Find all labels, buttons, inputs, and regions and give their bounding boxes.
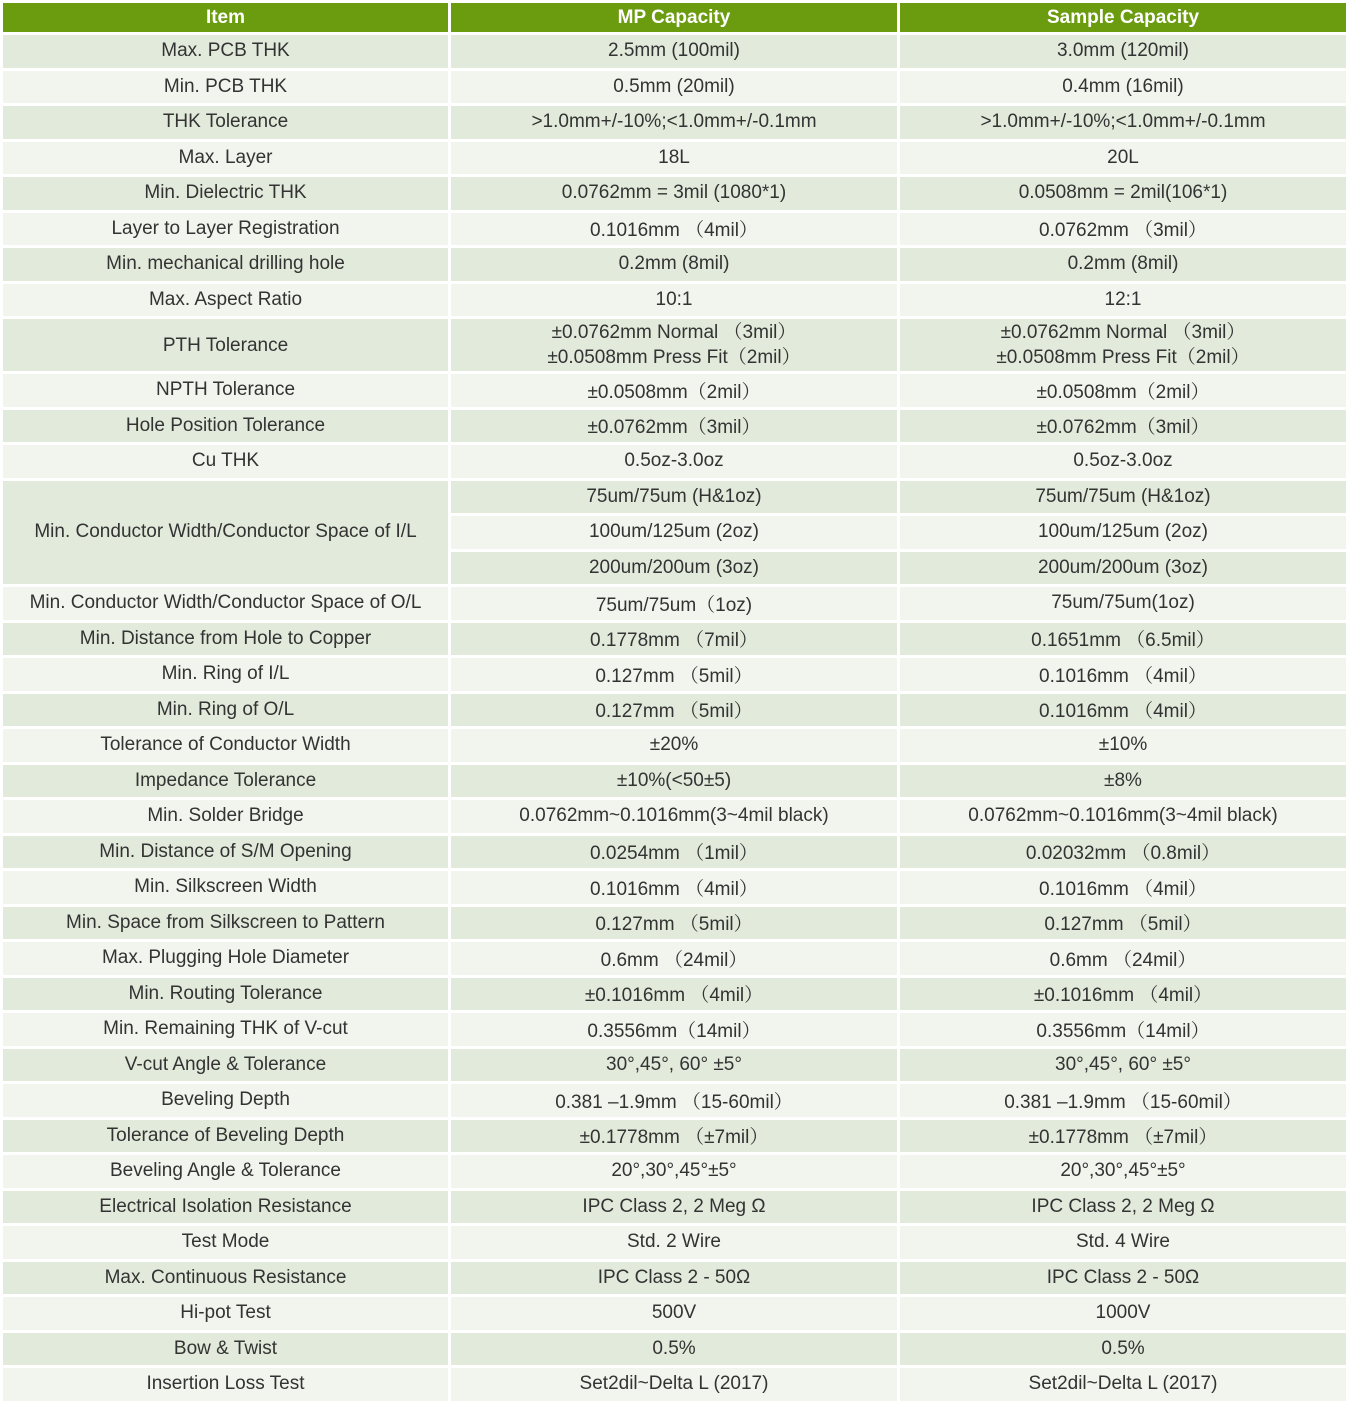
table-row [3, 71, 1346, 104]
mp-cell: 18L [451, 142, 897, 175]
table-row [3, 1262, 1346, 1295]
table-row [3, 1368, 1346, 1401]
item-cell: V-cut Angle & Tolerance [3, 1049, 448, 1082]
sample-cell: ±0.1016mm （4mil） [900, 978, 1346, 1011]
mp-cell: 0.0762mm~0.1016mm(3~4mil black) [451, 800, 897, 833]
sample-cell: 0.1016mm （4mil） [900, 871, 1346, 904]
header-mp-capacity: MP Capacity [451, 3, 897, 32]
mp-cell: 0.3556mm（14mil） [451, 1013, 897, 1046]
table-row [3, 658, 1346, 691]
table-row [3, 1049, 1346, 1082]
item-cell: Min. Silkscreen Width [3, 871, 448, 904]
item-cell: Max. Plugging Hole Diameter [3, 942, 448, 975]
item-cell: Min. Remaining THK of V-cut [3, 1013, 448, 1046]
item-cell: Min. Ring of O/L [3, 694, 448, 727]
mp-cell: 0.5% [451, 1333, 897, 1366]
sample-cell: 12:1 [900, 284, 1346, 317]
sample-cell: 0.127mm （5mil） [900, 907, 1346, 940]
mp-cell: 0.1016mm （4mil） [451, 213, 897, 246]
item-cell: Impedance Tolerance [3, 765, 448, 798]
mp-cell [451, 319, 897, 371]
mp-cell: 100um/125um (2oz) [451, 516, 897, 549]
table-row [3, 445, 1346, 478]
mp-cell: 75um/75um (H&1oz) [451, 481, 897, 514]
sample-cell: 0.1016mm （4mil） [900, 658, 1346, 691]
mp-cell: 30°,45°, 60° ±5° [451, 1049, 897, 1082]
table-row [3, 729, 1346, 762]
item-cell: Max. PCB THK [3, 35, 448, 68]
item-cell: Max. Aspect Ratio [3, 284, 448, 317]
table-row [3, 106, 1346, 139]
table-row [3, 1155, 1346, 1188]
table-row [3, 836, 1346, 869]
sample-cell: 0.1016mm （4mil） [900, 694, 1346, 727]
sample-cell: Std. 4 Wire [900, 1226, 1346, 1259]
item-cell: Min. Solder Bridge [3, 800, 448, 833]
item-cell: Tolerance of Conductor Width [3, 729, 448, 762]
mp-cell: 500V [451, 1297, 897, 1330]
sample-cell: ±0.0762mm（3mil） [900, 410, 1346, 443]
sample-cell: 0.381 –1.9mm （15-60mil） [900, 1084, 1346, 1117]
table-row [3, 1297, 1346, 1330]
item-cell: Min. Ring of I/L [3, 658, 448, 691]
sample-cell: 30°,45°, 60° ±5° [900, 1049, 1346, 1082]
table-row [3, 481, 1346, 514]
item-cell: THK Tolerance [3, 106, 448, 139]
sample-cell: 0.4mm (16mil) [900, 71, 1346, 104]
table-row [3, 374, 1346, 407]
table-row [3, 978, 1346, 1011]
sample-cell: ±0.1778mm （±7mil） [900, 1120, 1346, 1153]
item-cell: Min. Conductor Width/Conductor Space of I/L [3, 481, 448, 585]
item-cell: PTH Tolerance [3, 319, 448, 371]
sample-cell: 0.3556mm（14mil） [900, 1013, 1346, 1046]
item-cell: Hole Position Tolerance [3, 410, 448, 443]
sample-cell: 75um/75um (H&1oz) [900, 481, 1346, 514]
sample-cell: ±10% [900, 729, 1346, 762]
item-cell: Insertion Loss Test [3, 1368, 448, 1401]
mp-cell: 0.127mm （5mil） [451, 907, 897, 940]
table-row [3, 410, 1346, 443]
mp-cell: 2.5mm (100mil) [451, 35, 897, 68]
header-item: Item [3, 3, 448, 32]
header-sample-capacity: Sample Capacity [900, 3, 1346, 32]
table-row [3, 248, 1346, 281]
mp-line: ±0.0762mm Normal （3mil） [551, 322, 797, 343]
item-cell: Min. Space from Silkscreen to Pattern [3, 907, 448, 940]
sample-cell: 75um/75um(1oz) [900, 587, 1346, 620]
sample-cell: 100um/125um (2oz) [900, 516, 1346, 549]
item-cell: Min. Dielectric THK [3, 177, 448, 210]
sample-cell: 0.5oz-3.0oz [900, 445, 1346, 478]
sample-cell: ±0.0508mm（2mil） [900, 374, 1346, 407]
item-cell: Beveling Depth [3, 1084, 448, 1117]
sample-cell: 0.1651mm （6.5mil） [900, 623, 1346, 656]
sample-cell: 0.5% [900, 1333, 1346, 1366]
table-row [3, 1333, 1346, 1366]
mp-cell: Set2dil~Delta L (2017) [451, 1368, 897, 1401]
mp-cell: 20°,30°,45°±5° [451, 1155, 897, 1188]
sample-cell [900, 319, 1346, 371]
sample-cell: 0.0762mm~0.1016mm(3~4mil black) [900, 800, 1346, 833]
mp-cell: >1.0mm+/-10%;<1.0mm+/-0.1mm [451, 106, 897, 139]
table-row [3, 1191, 1346, 1224]
table-row [3, 765, 1346, 798]
header-row [3, 3, 1346, 32]
table-row [3, 177, 1346, 210]
table-row [3, 1120, 1346, 1153]
table-row [3, 942, 1346, 975]
table-row [3, 694, 1346, 727]
sample-cell: ±8% [900, 765, 1346, 798]
item-cell: Min. Conductor Width/Conductor Space of O/L [3, 587, 448, 620]
mp-cell: ±0.1016mm （4mil） [451, 978, 897, 1011]
sample-cell: Set2dil~Delta L (2017) [900, 1368, 1346, 1401]
mp-cell: 0.1778mm （7mil） [451, 623, 897, 656]
item-cell: Min. mechanical drilling hole [3, 248, 448, 281]
item-cell: Bow & Twist [3, 1333, 448, 1366]
sample-cell: IPC Class 2 - 50Ω [900, 1262, 1346, 1295]
mp-cell: IPC Class 2, 2 Meg Ω [451, 1191, 897, 1224]
table-row [3, 907, 1346, 940]
mp-cell: 0.381 –1.9mm （15-60mil） [451, 1084, 897, 1117]
table-row [3, 319, 1346, 371]
sample-cell: 3.0mm (120mil) [900, 35, 1346, 68]
item-cell: Hi-pot Test [3, 1297, 448, 1330]
sample-cell: 0.02032mm （0.8mil） [900, 836, 1346, 869]
sample-cell: >1.0mm+/-10%;<1.0mm+/-0.1mm [900, 106, 1346, 139]
sample-line: ±0.0762mm Normal （3mil） [1000, 322, 1246, 343]
item-cell: Layer to Layer Registration [3, 213, 448, 246]
mp-cell: 0.2mm (8mil) [451, 248, 897, 281]
table-row [3, 142, 1346, 175]
item-cell: Tolerance of Beveling Depth [3, 1120, 448, 1153]
mp-cell: Std. 2 Wire [451, 1226, 897, 1259]
table-row [3, 213, 1346, 246]
item-cell: Electrical Isolation Resistance [3, 1191, 448, 1224]
table-row [3, 871, 1346, 904]
sample-cell: 1000V [900, 1297, 1346, 1330]
mp-cell: 0.127mm （5mil） [451, 694, 897, 727]
item-cell: Min. PCB THK [3, 71, 448, 104]
sample-line: ±0.0508mm Press Fit（2mil） [996, 347, 1250, 368]
mp-cell: 0.0254mm （1mil） [451, 836, 897, 869]
item-cell: Min. Routing Tolerance [3, 978, 448, 1011]
mp-cell: ±10%(<50±5) [451, 765, 897, 798]
mp-cell: 10:1 [451, 284, 897, 317]
mp-cell: ±0.0762mm（3mil） [451, 410, 897, 443]
item-cell: Cu THK [3, 445, 448, 478]
mp-cell: 75um/75um（1oz) [451, 587, 897, 620]
table-row [3, 1226, 1346, 1259]
mp-cell: 0.0762mm = 3mil (1080*1) [451, 177, 897, 210]
item-cell: Min. Distance from Hole to Copper [3, 623, 448, 656]
mp-line: ±0.0508mm Press Fit（2mil） [547, 347, 801, 368]
mp-cell: 0.127mm （5mil） [451, 658, 897, 691]
mp-cell: 200um/200um (3oz) [451, 552, 897, 585]
item-cell: Beveling Angle & Tolerance [3, 1155, 448, 1188]
mp-cell: 0.6mm （24mil） [451, 942, 897, 975]
mp-cell: IPC Class 2 - 50Ω [451, 1262, 897, 1295]
mp-cell: 0.5oz-3.0oz [451, 445, 897, 478]
sample-cell: 20°,30°,45°±5° [900, 1155, 1346, 1188]
table-row [3, 35, 1346, 68]
item-cell: Test Mode [3, 1226, 448, 1259]
item-cell: Max. Layer [3, 142, 448, 175]
sample-cell: 0.2mm (8mil) [900, 248, 1346, 281]
table-row [3, 587, 1346, 620]
table-row [3, 800, 1346, 833]
sample-cell: 0.0508mm = 2mil(106*1) [900, 177, 1346, 210]
mp-cell: ±20% [451, 729, 897, 762]
sample-cell: 0.0762mm （3mil） [900, 213, 1346, 246]
table-row [3, 623, 1346, 656]
mp-cell: 0.5mm (20mil) [451, 71, 897, 104]
table-row [3, 284, 1346, 317]
table-row [3, 1013, 1346, 1046]
item-cell: NPTH Tolerance [3, 374, 448, 407]
sample-cell: IPC Class 2, 2 Meg Ω [900, 1191, 1346, 1224]
sample-cell: 20L [900, 142, 1346, 175]
item-cell: Min. Distance of S/M Opening [3, 836, 448, 869]
sample-cell: 200um/200um (3oz) [900, 552, 1346, 585]
mp-cell: ±0.1778mm （±7mil） [451, 1120, 897, 1153]
mp-cell: 0.1016mm （4mil） [451, 871, 897, 904]
table-row [3, 1084, 1346, 1117]
mp-cell: ±0.0508mm（2mil） [451, 374, 897, 407]
item-cell: Max. Continuous Resistance [3, 1262, 448, 1295]
sample-cell: 0.6mm （24mil） [900, 942, 1346, 975]
